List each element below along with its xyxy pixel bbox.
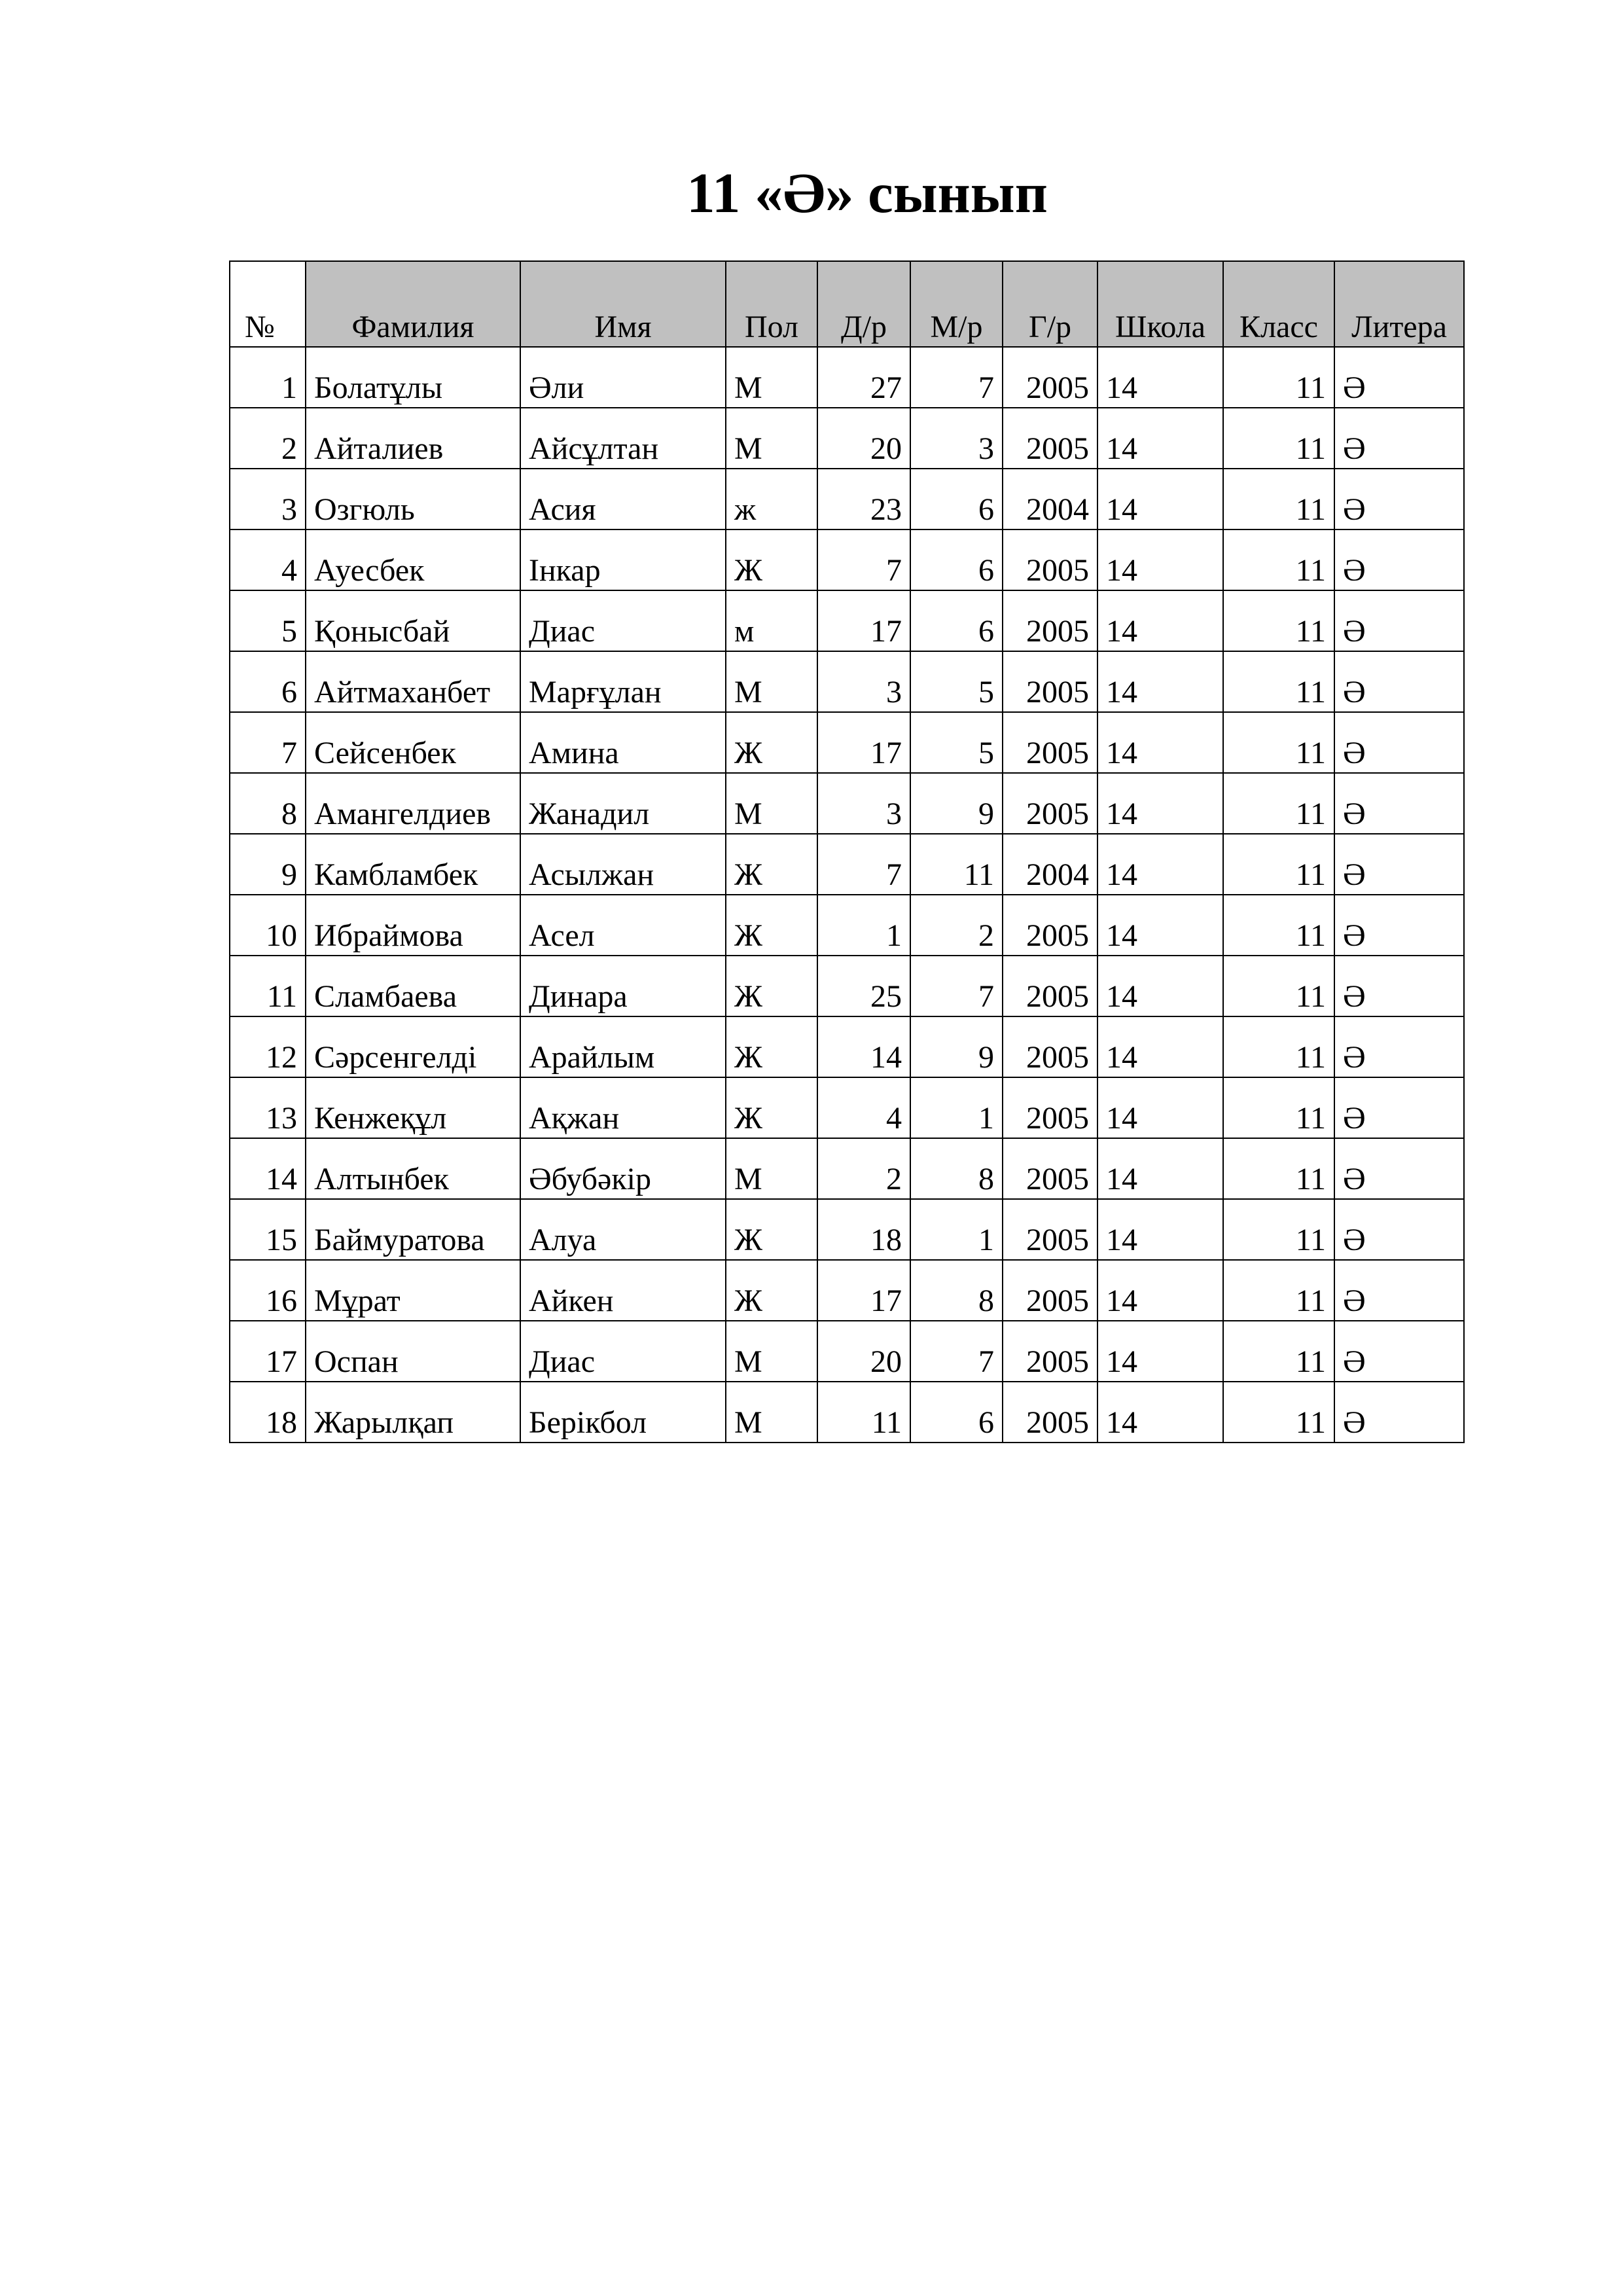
table-row — [230, 529, 1464, 590]
cell-letter: Ә — [1334, 590, 1464, 651]
cell-birth-day: 14 — [817, 1016, 910, 1077]
cell-school: 14 — [1097, 712, 1223, 773]
cell-number: 4 — [230, 529, 306, 590]
table-header-row — [230, 261, 1464, 347]
cell-number: 15 — [230, 1199, 306, 1260]
cell-name: Диас — [520, 590, 726, 651]
cell-letter: Ә — [1334, 1321, 1464, 1382]
table-row — [230, 651, 1464, 712]
table-row — [230, 1199, 1464, 1260]
cell-birth-day: 23 — [817, 469, 910, 529]
table-row — [230, 590, 1464, 651]
cell-number: 11 — [230, 956, 306, 1016]
cell-letter: Ә — [1334, 895, 1464, 956]
cell-birth-day: 3 — [817, 773, 910, 834]
cell-gender: м — [726, 590, 817, 651]
cell-birth-month: 1 — [910, 1077, 1003, 1138]
cell-birth-year: 2005 — [1003, 895, 1097, 956]
cell-school: 14 — [1097, 529, 1223, 590]
cell-birth-month: 5 — [910, 651, 1003, 712]
column-header-class: Класс — [1223, 261, 1334, 347]
table-row — [230, 408, 1464, 469]
cell-class: 11 — [1223, 1382, 1334, 1443]
cell-school: 14 — [1097, 1382, 1223, 1443]
cell-gender: Ж — [726, 1077, 817, 1138]
cell-birth-day: 7 — [817, 834, 910, 895]
cell-gender: М — [726, 1321, 817, 1382]
cell-class: 11 — [1223, 1016, 1334, 1077]
cell-number: 3 — [230, 469, 306, 529]
column-header-number: № — [230, 261, 306, 347]
cell-name: Амина — [520, 712, 726, 773]
cell-birth-year: 2004 — [1003, 834, 1097, 895]
cell-birth-month: 2 — [910, 895, 1003, 956]
column-header-letter: Литера — [1334, 261, 1464, 347]
cell-class: 11 — [1223, 590, 1334, 651]
table-row — [230, 1321, 1464, 1382]
cell-birth-year: 2005 — [1003, 529, 1097, 590]
cell-birth-month: 7 — [910, 347, 1003, 408]
cell-number: 14 — [230, 1138, 306, 1199]
cell-birth-day: 17 — [817, 590, 910, 651]
cell-surname: Болатұлы — [306, 347, 520, 408]
cell-birth-month: 7 — [910, 956, 1003, 1016]
cell-gender: Ж — [726, 1016, 817, 1077]
cell-surname: Озгюль — [306, 469, 520, 529]
cell-letter: Ә — [1334, 651, 1464, 712]
cell-class: 11 — [1223, 1138, 1334, 1199]
cell-letter: Ә — [1334, 1138, 1464, 1199]
cell-name: Жанадил — [520, 773, 726, 834]
cell-surname: Сәрсенгелді — [306, 1016, 520, 1077]
cell-class: 11 — [1223, 773, 1334, 834]
column-header-birth-year: Г/р — [1003, 261, 1097, 347]
column-header-birth-day: Д/р — [817, 261, 910, 347]
cell-surname: Камбламбек — [306, 834, 520, 895]
cell-birth-day: 11 — [817, 1382, 910, 1443]
cell-birth-month: 1 — [910, 1199, 1003, 1260]
table-row — [230, 1016, 1464, 1077]
cell-birth-month: 6 — [910, 590, 1003, 651]
cell-class: 11 — [1223, 1321, 1334, 1382]
cell-name: Арайлым — [520, 1016, 726, 1077]
cell-number: 1 — [230, 347, 306, 408]
cell-name: Асылжан — [520, 834, 726, 895]
cell-surname: Амангелдиев — [306, 773, 520, 834]
cell-surname: Баймуратова — [306, 1199, 520, 1260]
column-header-birth-month: М/р — [910, 261, 1003, 347]
cell-birth-year: 2005 — [1003, 1016, 1097, 1077]
cell-school: 14 — [1097, 1138, 1223, 1199]
cell-letter: Ә — [1334, 1199, 1464, 1260]
column-header-name: Имя — [520, 261, 726, 347]
cell-letter: Ә — [1334, 1382, 1464, 1443]
cell-letter: Ә — [1334, 347, 1464, 408]
cell-name: Асел — [520, 895, 726, 956]
cell-birth-day: 2 — [817, 1138, 910, 1199]
cell-school: 14 — [1097, 651, 1223, 712]
table-row — [230, 1260, 1464, 1321]
cell-school: 14 — [1097, 956, 1223, 1016]
cell-birth-day: 20 — [817, 1321, 910, 1382]
cell-surname: Ибраймова — [306, 895, 520, 956]
cell-birth-day: 20 — [817, 408, 910, 469]
cell-surname: Сейсенбек — [306, 712, 520, 773]
cell-surname: Сламбаева — [306, 956, 520, 1016]
cell-number: 7 — [230, 712, 306, 773]
cell-number: 10 — [230, 895, 306, 956]
cell-surname: Мұрат — [306, 1260, 520, 1321]
cell-letter: Ә — [1334, 773, 1464, 834]
column-header-surname: Фамилия — [306, 261, 520, 347]
table-row — [230, 956, 1464, 1016]
cell-school: 14 — [1097, 1199, 1223, 1260]
cell-number: 6 — [230, 651, 306, 712]
cell-class: 11 — [1223, 347, 1334, 408]
cell-gender: Ж — [726, 895, 817, 956]
cell-class: 11 — [1223, 469, 1334, 529]
cell-birth-day: 7 — [817, 529, 910, 590]
cell-class: 11 — [1223, 834, 1334, 895]
cell-birth-year: 2005 — [1003, 1321, 1097, 1382]
cell-surname: Айтмаханбет — [306, 651, 520, 712]
cell-gender: М — [726, 651, 817, 712]
table-row — [230, 834, 1464, 895]
page-title: 11 «Ә» сынып — [687, 161, 1048, 224]
cell-birth-month: 6 — [910, 1382, 1003, 1443]
cell-birth-day: 17 — [817, 712, 910, 773]
cell-birth-day: 3 — [817, 651, 910, 712]
cell-school: 14 — [1097, 1260, 1223, 1321]
cell-number: 16 — [230, 1260, 306, 1321]
table-body — [230, 347, 1464, 1443]
cell-number: 8 — [230, 773, 306, 834]
cell-class: 11 — [1223, 1077, 1334, 1138]
cell-letter: Ә — [1334, 469, 1464, 529]
cell-school: 14 — [1097, 469, 1223, 529]
cell-number: 2 — [230, 408, 306, 469]
cell-birth-year: 2005 — [1003, 1199, 1097, 1260]
cell-school: 14 — [1097, 1016, 1223, 1077]
cell-birth-year: 2005 — [1003, 1260, 1097, 1321]
cell-birth-day: 4 — [817, 1077, 910, 1138]
cell-birth-year: 2005 — [1003, 773, 1097, 834]
cell-number: 5 — [230, 590, 306, 651]
cell-gender: Ж — [726, 956, 817, 1016]
cell-class: 11 — [1223, 712, 1334, 773]
cell-birth-year: 2005 — [1003, 408, 1097, 469]
cell-birth-year: 2005 — [1003, 956, 1097, 1016]
cell-birth-month: 9 — [910, 773, 1003, 834]
cell-letter: Ә — [1334, 956, 1464, 1016]
cell-birth-month: 9 — [910, 1016, 1003, 1077]
cell-birth-month: 8 — [910, 1260, 1003, 1321]
table-row — [230, 1382, 1464, 1443]
cell-gender: Ж — [726, 1260, 817, 1321]
table-row — [230, 469, 1464, 529]
cell-birth-month: 8 — [910, 1138, 1003, 1199]
cell-birth-year: 2005 — [1003, 1138, 1097, 1199]
cell-gender: Ж — [726, 1199, 817, 1260]
cell-birth-year: 2005 — [1003, 651, 1097, 712]
cell-name: Марғұлан — [520, 651, 726, 712]
cell-letter: Ә — [1334, 1077, 1464, 1138]
cell-name: Айсұлтан — [520, 408, 726, 469]
cell-name: Әли — [520, 347, 726, 408]
cell-name: Берікбол — [520, 1382, 726, 1443]
table-row — [230, 1077, 1464, 1138]
cell-class: 11 — [1223, 529, 1334, 590]
cell-birth-month: 3 — [910, 408, 1003, 469]
cell-class: 11 — [1223, 895, 1334, 956]
cell-birth-day: 25 — [817, 956, 910, 1016]
cell-gender: Ж — [726, 712, 817, 773]
cell-name: Ақжан — [520, 1077, 726, 1138]
table-row — [230, 773, 1464, 834]
cell-birth-day: 18 — [817, 1199, 910, 1260]
cell-surname: Айталиев — [306, 408, 520, 469]
cell-surname: Жарылқап — [306, 1382, 520, 1443]
cell-class: 11 — [1223, 1260, 1334, 1321]
cell-school: 14 — [1097, 590, 1223, 651]
cell-school: 14 — [1097, 347, 1223, 408]
cell-gender: Ж — [726, 529, 817, 590]
cell-birth-year: 2004 — [1003, 469, 1097, 529]
cell-gender: М — [726, 347, 817, 408]
cell-gender: М — [726, 408, 817, 469]
cell-birth-month: 7 — [910, 1321, 1003, 1382]
cell-school: 14 — [1097, 773, 1223, 834]
cell-gender: ж — [726, 469, 817, 529]
cell-school: 14 — [1097, 895, 1223, 956]
table-row — [230, 347, 1464, 408]
cell-name: Динара — [520, 956, 726, 1016]
cell-school: 14 — [1097, 1077, 1223, 1138]
cell-number: 12 — [230, 1016, 306, 1077]
cell-class: 11 — [1223, 408, 1334, 469]
cell-number: 13 — [230, 1077, 306, 1138]
cell-letter: Ә — [1334, 834, 1464, 895]
cell-school: 14 — [1097, 1321, 1223, 1382]
cell-birth-year: 2005 — [1003, 1077, 1097, 1138]
cell-gender: М — [726, 773, 817, 834]
cell-surname: Қонысбай — [306, 590, 520, 651]
cell-birth-month: 6 — [910, 529, 1003, 590]
cell-birth-month: 6 — [910, 469, 1003, 529]
cell-school: 14 — [1097, 408, 1223, 469]
cell-class: 11 — [1223, 956, 1334, 1016]
cell-surname: Оспан — [306, 1321, 520, 1382]
cell-number: 18 — [230, 1382, 306, 1443]
cell-surname: Ауесбек — [306, 529, 520, 590]
student-roster-table — [229, 260, 1465, 1443]
cell-number: 9 — [230, 834, 306, 895]
cell-birth-month: 11 — [910, 834, 1003, 895]
table-row — [230, 1138, 1464, 1199]
column-header-gender: Пол — [726, 261, 817, 347]
cell-birth-year: 2005 — [1003, 712, 1097, 773]
cell-class: 11 — [1223, 1199, 1334, 1260]
cell-name: Айкен — [520, 1260, 726, 1321]
cell-name: Інкар — [520, 529, 726, 590]
cell-birth-year: 2005 — [1003, 1382, 1097, 1443]
cell-birth-day: 17 — [817, 1260, 910, 1321]
cell-name: Асия — [520, 469, 726, 529]
cell-gender: М — [726, 1138, 817, 1199]
cell-birth-month: 5 — [910, 712, 1003, 773]
cell-letter: Ә — [1334, 408, 1464, 469]
cell-letter: Ә — [1334, 712, 1464, 773]
cell-name: Диас — [520, 1321, 726, 1382]
cell-birth-day: 27 — [817, 347, 910, 408]
cell-birth-year: 2005 — [1003, 590, 1097, 651]
cell-letter: Ә — [1334, 529, 1464, 590]
cell-letter: Ә — [1334, 1016, 1464, 1077]
cell-surname: Кенжеқұл — [306, 1077, 520, 1138]
cell-name: Әбубәкір — [520, 1138, 726, 1199]
cell-name: Алуа — [520, 1199, 726, 1260]
column-header-school: Школа — [1097, 261, 1223, 347]
cell-class: 11 — [1223, 651, 1334, 712]
cell-birth-year: 2005 — [1003, 347, 1097, 408]
cell-number: 17 — [230, 1321, 306, 1382]
cell-surname: Алтынбек — [306, 1138, 520, 1199]
cell-gender: М — [726, 1382, 817, 1443]
cell-birth-day: 1 — [817, 895, 910, 956]
cell-gender: Ж — [726, 834, 817, 895]
table-row — [230, 712, 1464, 773]
table-row — [230, 895, 1464, 956]
cell-school: 14 — [1097, 834, 1223, 895]
cell-letter: Ә — [1334, 1260, 1464, 1321]
